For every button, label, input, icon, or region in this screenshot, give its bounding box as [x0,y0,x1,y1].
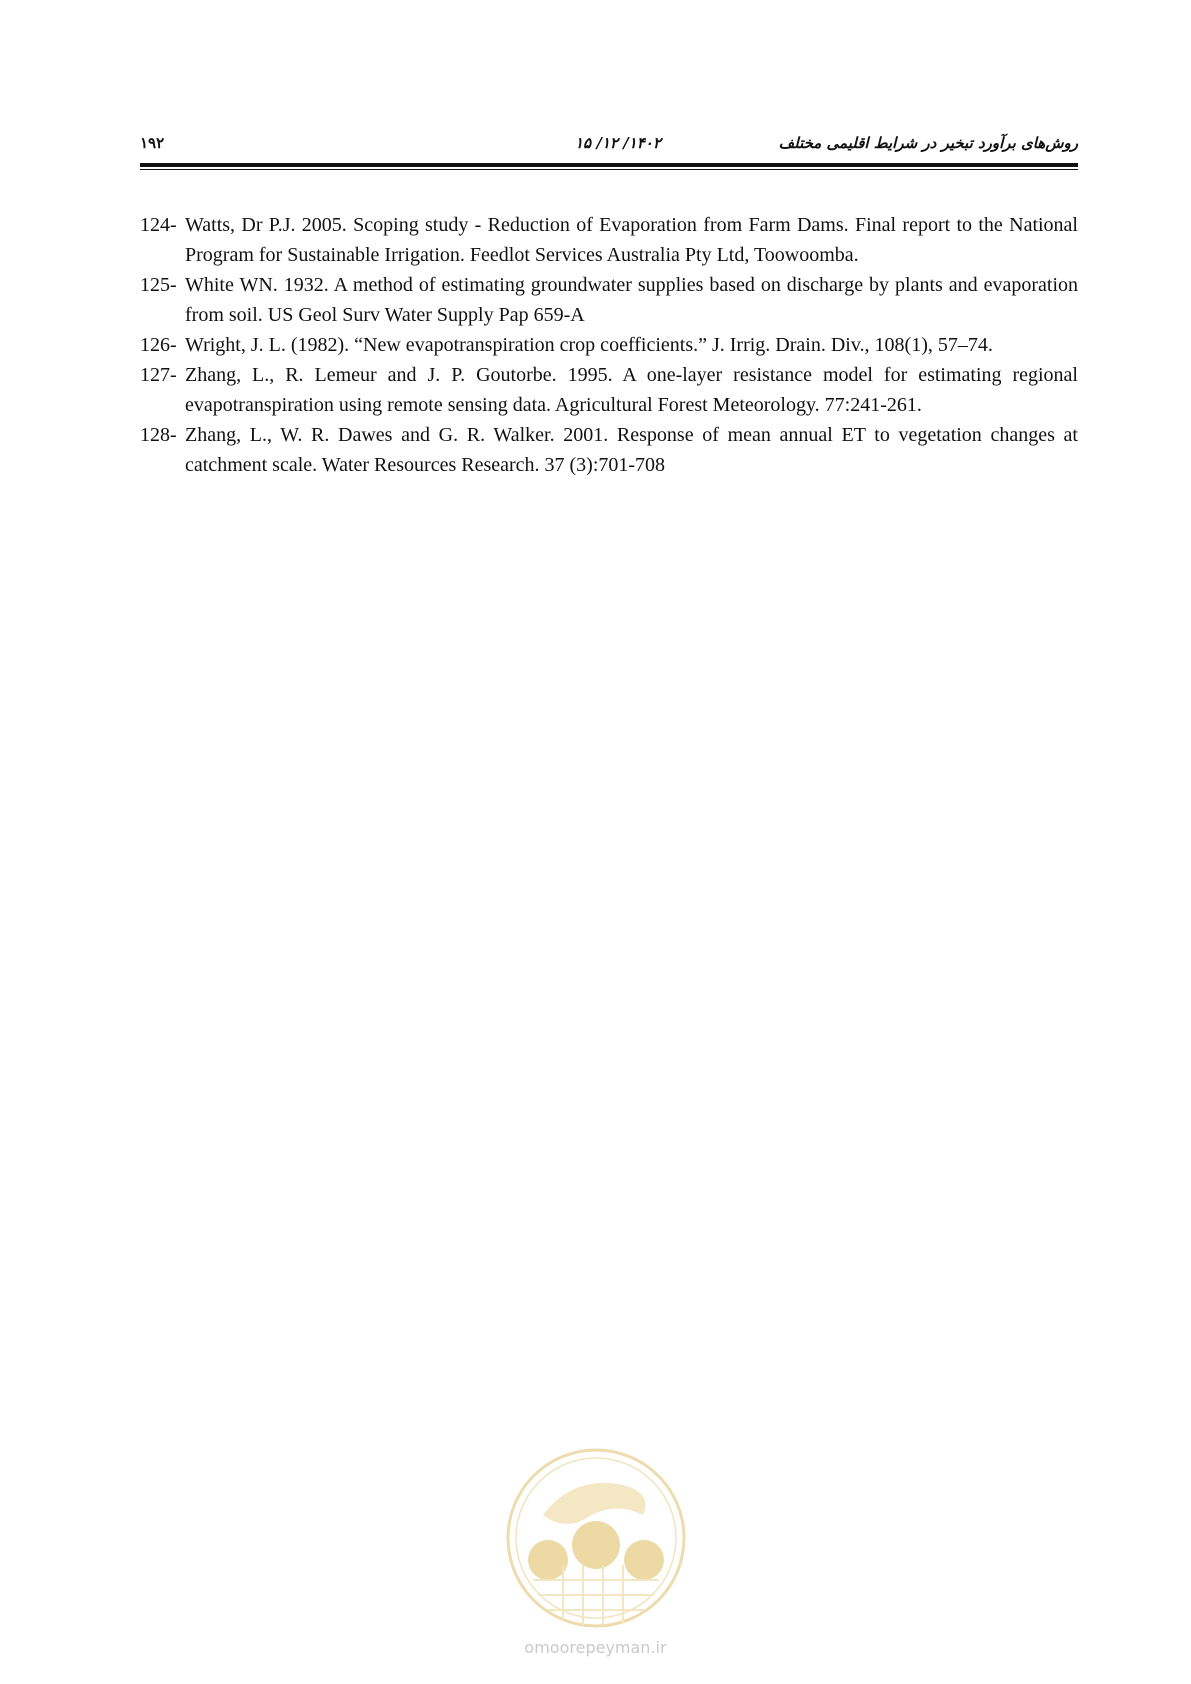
reference-text: Zhang, L., W. R. Dawes and G. R. Walker. 2001. Response of mean annual ET to vegetation changes at catchment scale. Water Resources Research. 37 (3):701-708 [185,424,1078,476]
reference-item [140,270,1078,330]
reference-number: 127- [140,364,177,386]
reference-number: 124- [140,214,177,236]
watermark-site: omoorepeyman.ir [524,1638,667,1657]
running-header [140,126,1078,166]
reference-number: 126- [140,334,177,356]
reference-item [140,330,1078,360]
reference-item [140,360,1078,420]
reference-text: White WN. 1932. A method of estimating groundwater supplies based on discharge by plants and evaporation from soil. US Geol Surv Water Supply Pap 659-A [185,274,1078,326]
header-date: ۱۴۰۲/ ۱۲/ ۱۵ [575,134,661,152]
reference-number: 125- [140,274,177,296]
header-rule-thin [140,169,1078,170]
page-number: ۱۹۲ [140,134,165,152]
reference-text: Zhang, L., R. Lemeur and J. P. Goutorbe. 1995. A one-layer resistance model for estimating regional evapotranspiration using remote sensing data. Agricultural Forest Meteorology. 77:241-261. [185,364,1078,416]
reference-item [140,210,1078,270]
running-title: روش‌های برآورد تبخیر در شرایط اقلیمی مختلف [778,134,1078,152]
reference-item [140,420,1078,480]
watermark-logo [503,1445,689,1631]
header-rule-thick [140,163,1078,167]
reference-text: Watts, Dr P.J. 2005. Scoping study - Reduction of Evaporation from Farm Dams. Final report to the National Program for Sustainable Irrigation. Feedlot Services Australia Pty Ltd, Toowoomba. [185,214,1078,266]
reference-number: 128- [140,424,177,446]
reference-list [140,210,1078,480]
reference-text: Wright, J. L. (1982). “New evapotranspiration crop coefficients.” J. Irrig. Drain. Div., 108(1), 57–74. [185,334,993,356]
